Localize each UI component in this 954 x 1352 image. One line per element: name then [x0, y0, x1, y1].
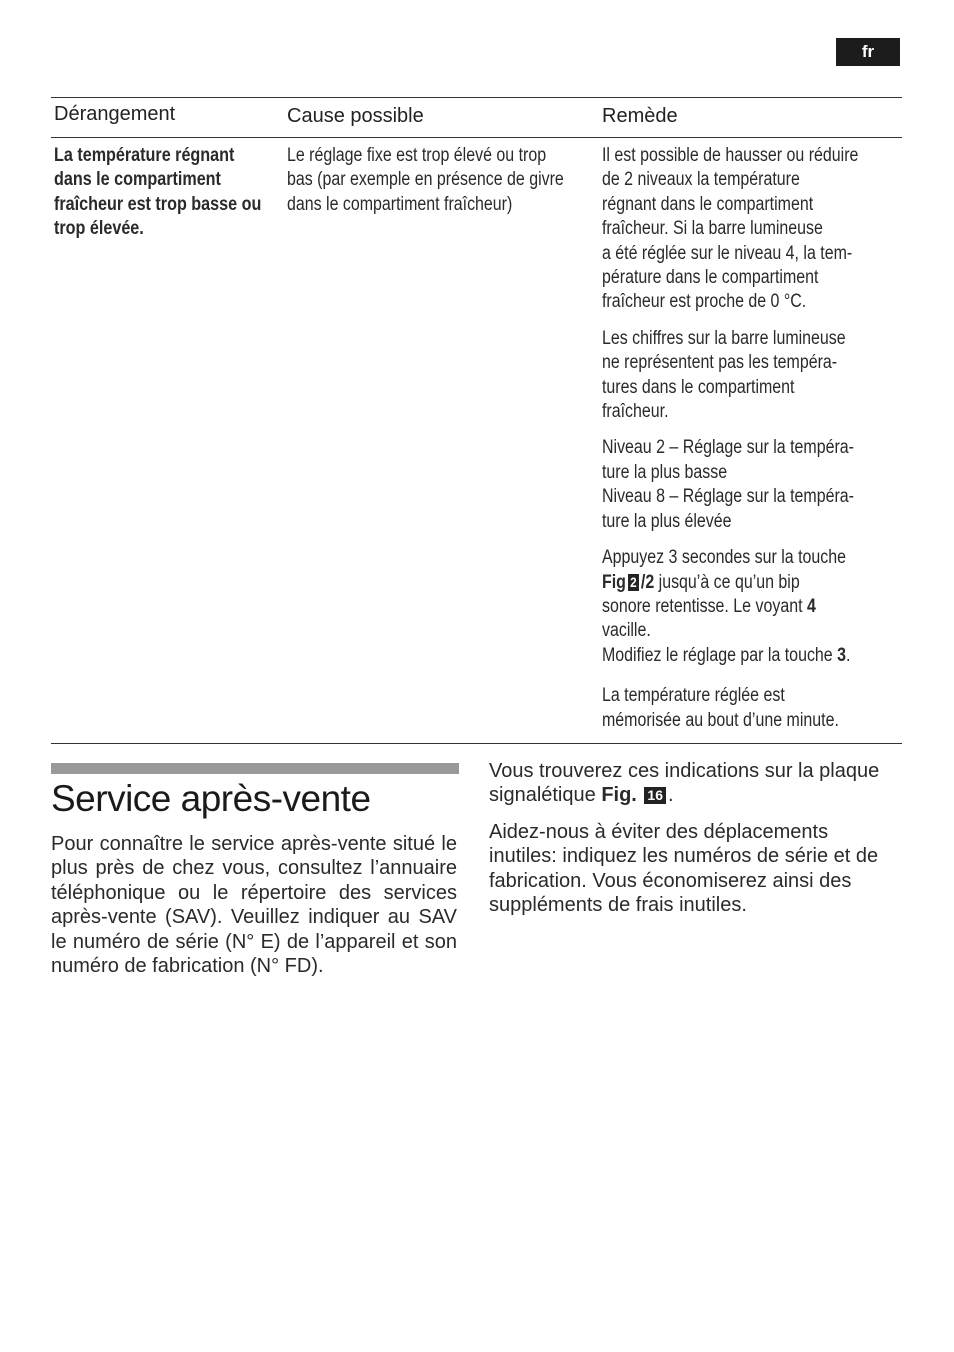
header-remede: Remède: [602, 105, 678, 127]
figure-ref-icon: 16: [644, 787, 666, 804]
remedy-cell: [602, 144, 898, 745]
problem-cell: La température régnant dans le compartiment fraîcheur est trop basse ou trop élevée.: [54, 145, 262, 240]
remedy-paragraph-5: La température réglée est mémorisée au bout d’une minute.: [602, 685, 839, 731]
header-divider: [51, 137, 902, 138]
header-derangement: Dérangement: [54, 103, 176, 125]
header-cause: Cause possible: [287, 105, 424, 127]
service-left-column: [51, 832, 457, 978]
remedy-paragraph-2: Les chiffres sur la barre lumineuse ne représentent pas les tempéra- tures dans le compartiment fraîcheur.: [602, 327, 846, 423]
remedy-paragraph-1: Il est possible de hausser ou réduire de 2 niveaux la température régnant dans le compartiment fraîcheur. Si la barre lumineuse a été réglée sur le niveau 4, la tem- pérature dans le compartiment fraîcheur est proche de 0 °C.: [602, 145, 859, 313]
section-title: Service après-vente: [51, 778, 371, 819]
figure-ref-icon: 2: [628, 574, 640, 591]
language-badge: fr: [836, 38, 900, 66]
section-rule: [51, 763, 459, 774]
troubleshooting-table: [51, 97, 902, 744]
remedy-paragraph-4: Appuyez 3 secondes sur la touche Fig 2 /2 jusqu’à ce qu’un bip sonore retentisse. Le voyant 4 vacille. Modifiez le réglage par la touche 3.: [602, 547, 851, 666]
service-right-column: [489, 759, 899, 929]
remedy-paragraph-3: Niveau 2 – Réglage sur la tempéra- ture la plus basse Niveau 8 – Réglage sur la tempéra- ture la plus élevée: [602, 437, 854, 532]
cause-cell: Le réglage fixe est trop élevé ou trop bas (par exemple en présence de givre dans le compartiment fraîcheur): [287, 145, 564, 215]
service-right-paragraph-1: Vous trouverez ces indications sur la plaque signalétique Fig. 16 .: [489, 760, 880, 807]
service-right-paragraph-2: Aidez-nous à éviter des déplacements inutiles: indiquez les numéros de série et de fabrication. Vous économiserez ainsi des suppléments de frais inutiles.: [489, 820, 879, 917]
service-paragraph: Pour connaître le service après-vente situé le plus près de chez vous, consultez l’annuaire téléphonique ou le répertoire des services après-vente (SAV). Veuillez indiquer au SAV le numéro de série (N° E) de l’appareil et son numéro de fabrication (N° FD).: [51, 833, 457, 978]
